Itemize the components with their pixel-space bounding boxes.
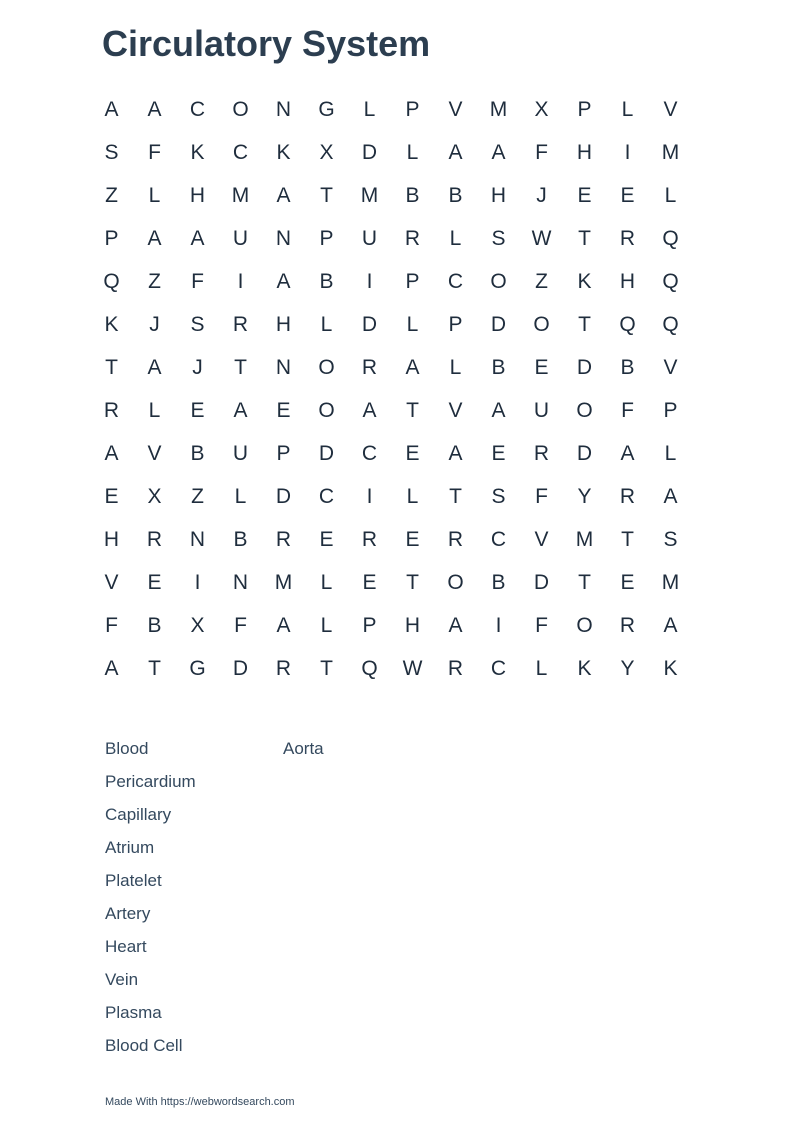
grid-letter: F	[105, 614, 118, 637]
grid-letter: E	[405, 528, 420, 551]
grid-letter: A	[663, 614, 678, 637]
word-list	[105, 736, 461, 1066]
grid-letter: V	[104, 571, 119, 594]
grid-row	[90, 604, 692, 647]
word-list-item: Platelet	[105, 871, 162, 890]
grid-letter: X	[534, 98, 549, 121]
grid-row	[90, 475, 692, 518]
grid-letter: G	[189, 657, 206, 680]
grid-letter: T	[578, 227, 591, 250]
grid-letter: M	[575, 528, 594, 551]
grid-letter: T	[578, 313, 591, 336]
grid-letter: I	[624, 141, 631, 164]
grid-letter: H	[404, 614, 421, 637]
grid-row	[90, 303, 692, 346]
grid-letter: M	[661, 141, 680, 164]
word-list-item: Heart	[105, 937, 147, 956]
grid-letter: R	[447, 657, 464, 680]
grid-letter: R	[361, 528, 378, 551]
grid-letter: Y	[577, 485, 592, 508]
word-list-item: Pericardium	[105, 772, 196, 791]
grid-letter: K	[577, 270, 592, 293]
grid-letter: P	[104, 227, 119, 250]
grid-letter: M	[489, 98, 508, 121]
grid-letter: W	[402, 657, 423, 680]
grid-letter: O	[533, 313, 550, 336]
grid-letter: F	[535, 614, 548, 637]
grid-letter: R	[447, 528, 464, 551]
grid-letter: E	[276, 399, 291, 422]
grid-letter: S	[190, 313, 205, 336]
grid-letter: C	[447, 270, 464, 293]
grid-letter: L	[621, 98, 634, 121]
grid-letter: Q	[103, 270, 120, 293]
grid-letter: E	[620, 571, 635, 594]
grid-letter: P	[319, 227, 334, 250]
grid-letter: I	[366, 485, 373, 508]
grid-letter: F	[148, 141, 161, 164]
grid-letter: R	[103, 399, 120, 422]
grid-letter: U	[232, 442, 249, 465]
grid-letter: J	[536, 184, 547, 207]
word-list-item: Plasma	[105, 1003, 162, 1022]
grid-letter: K	[104, 313, 119, 336]
grid-letter: Z	[148, 270, 161, 293]
grid-letter: B	[405, 184, 420, 207]
grid-letter: D	[232, 657, 249, 680]
grid-row	[90, 647, 692, 690]
grid-letter: L	[449, 227, 462, 250]
grid-letter: V	[663, 98, 678, 121]
grid-letter: T	[406, 399, 419, 422]
grid-letter: V	[448, 98, 463, 121]
grid-letter: A	[362, 399, 377, 422]
grid-row	[90, 346, 692, 389]
grid-letter: A	[448, 442, 463, 465]
grid-letter: M	[360, 184, 379, 207]
grid-letter: I	[237, 270, 244, 293]
grid-letter: I	[366, 270, 373, 293]
grid-letter: F	[621, 399, 634, 422]
grid-letter: H	[275, 313, 292, 336]
grid-letter: D	[533, 571, 550, 594]
grid-letter: L	[664, 442, 677, 465]
grid-letter: A	[276, 614, 291, 637]
grid-letter: H	[189, 184, 206, 207]
grid-letter: H	[619, 270, 636, 293]
grid-letter: P	[448, 313, 463, 336]
grid-letter: L	[363, 98, 376, 121]
grid-letter: E	[577, 184, 592, 207]
grid-letter: Q	[619, 313, 636, 336]
grid-letter: R	[146, 528, 163, 551]
grid-letter: S	[104, 141, 119, 164]
grid-letter: B	[448, 184, 463, 207]
grid-letter: I	[495, 614, 502, 637]
grid-letter: L	[535, 657, 548, 680]
grid-letter: F	[535, 485, 548, 508]
grid-row	[90, 518, 692, 561]
word-list-item: Artery	[105, 904, 151, 923]
grid-letter: S	[491, 485, 506, 508]
footer-credit: Made With https://webwordsearch.com	[105, 1096, 295, 1108]
grid-letter: R	[275, 528, 292, 551]
grid-letter: A	[276, 270, 291, 293]
grid-letter: T	[578, 571, 591, 594]
grid-letter: E	[405, 442, 420, 465]
grid-letter: D	[490, 313, 507, 336]
grid-letter: A	[448, 141, 463, 164]
grid-row	[90, 217, 692, 260]
grid-letter: T	[621, 528, 634, 551]
grid-letter: J	[192, 356, 203, 379]
grid-letter: M	[661, 571, 680, 594]
grid-letter: O	[318, 399, 335, 422]
grid-letter: P	[405, 98, 420, 121]
grid-letter: O	[576, 614, 593, 637]
grid-letter: E	[190, 399, 205, 422]
grid-letter: R	[404, 227, 421, 250]
grid-letter: O	[318, 356, 335, 379]
grid-letter: L	[320, 571, 333, 594]
grid-letter: F	[535, 141, 548, 164]
grid-letter: C	[490, 528, 507, 551]
grid-letter: Q	[361, 657, 378, 680]
grid-letter: T	[320, 184, 333, 207]
word-list-item: Blood Cell	[105, 1036, 183, 1055]
grid-letter: M	[274, 571, 293, 594]
word-list-item: Atrium	[105, 838, 155, 857]
grid-letter: B	[620, 356, 635, 379]
grid-letter: S	[663, 528, 678, 551]
grid-letter: L	[406, 485, 419, 508]
grid-letter: N	[275, 356, 292, 379]
grid-letter: L	[148, 399, 161, 422]
grid-letter: R	[619, 485, 636, 508]
grid-letter: V	[448, 399, 463, 422]
grid-letter: H	[576, 141, 593, 164]
grid-letter: L	[234, 485, 247, 508]
grid-letter: L	[406, 141, 419, 164]
grid-letter: A	[147, 356, 162, 379]
grid-letter: B	[491, 356, 506, 379]
grid-letter: N	[189, 528, 206, 551]
grid-letter: N	[275, 98, 292, 121]
grid-letter: C	[232, 141, 249, 164]
grid-letter: X	[190, 614, 205, 637]
word-list-item: Blood	[105, 739, 149, 758]
grid-letter: C	[361, 442, 378, 465]
grid-letter: D	[318, 442, 335, 465]
grid-letter: B	[491, 571, 506, 594]
grid-letter: B	[233, 528, 248, 551]
grid-letter: D	[361, 313, 378, 336]
grid-letter: B	[190, 442, 205, 465]
grid-letter: X	[319, 141, 334, 164]
grid-letter: E	[491, 442, 506, 465]
grid-letter: A	[491, 141, 506, 164]
grid-letter: E	[620, 184, 635, 207]
grid-letter: T	[105, 356, 118, 379]
grid-letter: V	[534, 528, 549, 551]
grid-row	[90, 131, 692, 174]
grid-letter: Z	[535, 270, 548, 293]
grid-letter: L	[406, 313, 419, 336]
grid-letter: A	[233, 399, 248, 422]
grid-letter: E	[147, 571, 162, 594]
grid-letter: F	[191, 270, 204, 293]
grid-letter: N	[232, 571, 249, 594]
grid-letter: A	[190, 227, 205, 250]
grid-letter: R	[619, 614, 636, 637]
word-column	[105, 736, 283, 1066]
grid-letter: A	[147, 98, 162, 121]
grid-letter: V	[147, 442, 162, 465]
grid-letter: A	[620, 442, 635, 465]
grid-letter: I	[194, 571, 201, 594]
page-title: Circulatory System	[102, 23, 431, 64]
grid-row	[90, 88, 692, 131]
grid-letter: K	[663, 657, 678, 680]
grid-letter: K	[577, 657, 592, 680]
grid-letter: Y	[620, 657, 635, 680]
grid-letter: A	[405, 356, 420, 379]
grid-letter: X	[147, 485, 162, 508]
grid-letter: H	[103, 528, 120, 551]
grid-letter: R	[619, 227, 636, 250]
grid-letter: B	[147, 614, 162, 637]
grid-letter: E	[534, 356, 549, 379]
grid-letter: N	[275, 227, 292, 250]
grid-row	[90, 432, 692, 475]
grid-letter: C	[189, 98, 206, 121]
grid-letter: M	[231, 184, 250, 207]
grid-letter: D	[361, 141, 378, 164]
grid-letter: C	[490, 657, 507, 680]
word-list-item: Aorta	[283, 739, 324, 758]
grid-letter: P	[276, 442, 291, 465]
grid-letter: U	[361, 227, 378, 250]
grid-letter: A	[491, 399, 506, 422]
grid-letter: R	[361, 356, 378, 379]
grid-letter: T	[406, 571, 419, 594]
grid-letter: L	[449, 356, 462, 379]
grid-letter: R	[275, 657, 292, 680]
grid-letter: B	[319, 270, 334, 293]
word-list-item: Vein	[105, 970, 139, 989]
grid-letter: D	[275, 485, 292, 508]
grid-letter: T	[148, 657, 161, 680]
grid-letter: R	[232, 313, 249, 336]
grid-letter: T	[449, 485, 462, 508]
grid-letter: L	[664, 184, 677, 207]
grid-letter: Q	[662, 270, 679, 293]
grid-letter: A	[448, 614, 463, 637]
grid-row	[90, 260, 692, 303]
grid-letter: A	[104, 442, 119, 465]
grid-letter: L	[148, 184, 161, 207]
grid-letter: W	[531, 227, 552, 250]
grid-letter: D	[576, 442, 593, 465]
grid-letter: L	[320, 614, 333, 637]
grid-letter: P	[405, 270, 420, 293]
grid-letter: Z	[105, 184, 118, 207]
grid-letter: E	[319, 528, 334, 551]
grid-letter: E	[362, 571, 377, 594]
grid-letter: A	[663, 485, 678, 508]
grid-letter: P	[362, 614, 377, 637]
grid-row	[90, 174, 692, 217]
grid-letter: R	[533, 442, 550, 465]
grid-letter: S	[491, 227, 506, 250]
grid-letter: P	[577, 98, 592, 121]
grid-letter: G	[318, 98, 335, 121]
grid-letter: O	[232, 98, 249, 121]
grid-letter: P	[663, 399, 678, 422]
grid-letter: Q	[662, 227, 679, 250]
grid-letter: Q	[662, 313, 679, 336]
word-column	[283, 736, 461, 1066]
grid-letter: A	[104, 657, 119, 680]
grid-letter: O	[576, 399, 593, 422]
grid-letter: K	[276, 141, 291, 164]
grid-letter: K	[190, 141, 205, 164]
grid-letter: A	[104, 98, 119, 121]
grid-letter: A	[276, 184, 291, 207]
grid-letter: L	[320, 313, 333, 336]
grid-row	[90, 561, 692, 604]
grid-letter: J	[149, 313, 160, 336]
letter-grid	[90, 88, 692, 690]
grid-letter: F	[234, 614, 247, 637]
grid-letter: U	[232, 227, 249, 250]
grid-letter: C	[318, 485, 335, 508]
grid-letter: H	[490, 184, 507, 207]
grid-letter: E	[104, 485, 119, 508]
grid-letter: T	[320, 657, 333, 680]
grid-letter: V	[663, 356, 678, 379]
grid-letter: A	[147, 227, 162, 250]
grid-letter: U	[533, 399, 550, 422]
word-list-item: Capillary	[105, 805, 172, 824]
grid-letter: D	[576, 356, 593, 379]
grid-row	[90, 389, 692, 432]
grid-letter: T	[234, 356, 247, 379]
grid-letter: Z	[191, 485, 204, 508]
grid-letter: O	[447, 571, 464, 594]
grid-letter: O	[490, 270, 507, 293]
